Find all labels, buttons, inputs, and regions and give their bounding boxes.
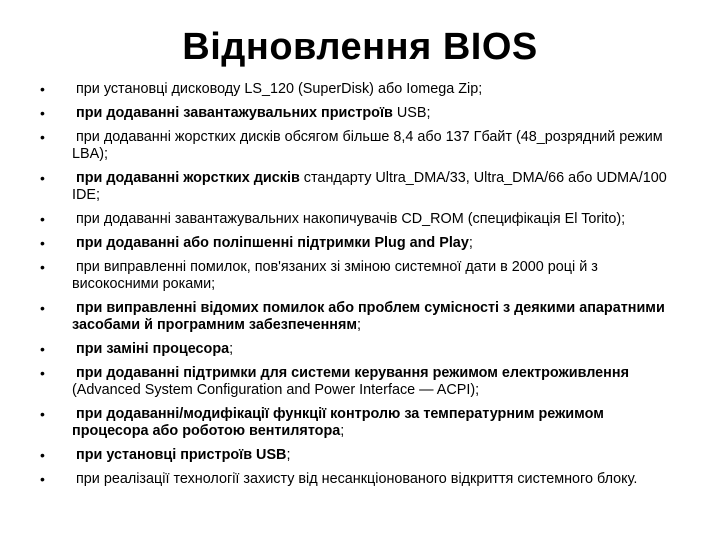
list-item <box>42 365 682 399</box>
bullet-icon: • <box>40 211 45 227</box>
list-item-bold-text: при додаванні/модифікації функції контролю за температурним режимом процесора або роботою вентилятора <box>72 406 604 439</box>
list-item-normal-text: ; <box>357 317 362 333</box>
bullet-list <box>42 81 682 495</box>
list-item-text <box>72 105 682 122</box>
list-item-text <box>72 471 682 488</box>
list-item <box>42 259 682 293</box>
slide-title: Відновлення BIOS <box>182 26 538 68</box>
list-item <box>42 406 682 440</box>
list-item <box>42 170 682 204</box>
list-item-normal-text: при реалізації технології захисту від несанкціонованого відкриття системного блоку. <box>76 471 638 487</box>
list-item-text <box>72 170 682 204</box>
list-item-text <box>72 447 682 464</box>
list-item-bold-text: при додаванні завантажувальних пристроїв <box>76 105 393 121</box>
list-item <box>42 235 682 252</box>
list-item <box>42 447 682 464</box>
list-item-text <box>72 300 682 334</box>
list-item <box>42 129 682 163</box>
list-item-text <box>72 341 682 358</box>
list-item-normal-text: стандарту Ultra_DMA/33, Ultra_DMA/66 або UDMA/100 IDE; <box>72 170 667 203</box>
list-item <box>42 211 682 228</box>
list-item-bold-text: при заміні процесора <box>76 341 230 357</box>
list-item <box>42 341 682 358</box>
bullet-icon: • <box>40 259 45 275</box>
list-item-normal-text: USB; <box>392 105 431 121</box>
list-item-normal-text: (Advanced System Configuration and Power Interface — ACPI); <box>72 382 480 398</box>
list-item-text <box>72 211 682 228</box>
list-item-text <box>72 129 682 163</box>
bullet-icon: • <box>40 365 45 381</box>
list-item-text <box>72 365 682 399</box>
bullet-icon: • <box>40 406 45 422</box>
list-item <box>42 81 682 98</box>
bullet-icon: • <box>40 341 45 357</box>
list-item <box>42 300 682 334</box>
list-item-bold-text: при додаванні або поліпшенні підтримки Plug and Play <box>76 235 469 251</box>
list-item-normal-text: ; <box>468 235 473 251</box>
list-item-normal-text: при виправленні помилок, пов'язаних зі зміною системної дати в 2000 році й з високосними роками; <box>72 259 598 292</box>
list-item-bold-text: при додаванні підтримки для системи керування режимом електроживлення <box>76 365 629 381</box>
list-item-normal-text: ; <box>286 447 291 463</box>
list-item-bold-text: при виправленні відомих помилок або проблем сумісності з деякими апаратними засобами й програмним забезпеченням <box>72 300 665 333</box>
bullet-icon: • <box>40 129 45 145</box>
list-item-text <box>72 259 682 293</box>
bullet-icon: • <box>40 170 45 186</box>
list-item-bold-text: при установці пристроїв USB <box>76 447 287 463</box>
list-item-normal-text: при додаванні завантажувальних накопичувачів CD_ROM (специфікація El Torito); <box>76 211 626 227</box>
bullet-icon: • <box>40 235 45 251</box>
list-item-normal-text: при установці дисководу LS_120 (SuperDisk) або Iomega Zip; <box>76 81 483 97</box>
list-item-bold-text: при додаванні жорстких дисків <box>76 170 300 186</box>
list-item <box>42 471 682 488</box>
list-item-text <box>72 81 682 98</box>
bullet-icon: • <box>40 471 45 487</box>
bullet-icon: • <box>40 105 45 121</box>
list-item <box>42 105 682 122</box>
list-item-normal-text: при додаванні жорстких дисків обсягом більше 8,4 або 137 Гбайт (48_розрядний режим LBA); <box>72 129 663 162</box>
list-item-normal-text: ; <box>340 423 345 439</box>
bullet-icon: • <box>40 447 45 463</box>
list-item-normal-text: ; <box>229 341 234 357</box>
list-item-text <box>72 235 682 252</box>
bullet-icon: • <box>40 300 45 316</box>
bullet-icon: • <box>40 81 45 97</box>
list-item-text <box>72 406 682 440</box>
